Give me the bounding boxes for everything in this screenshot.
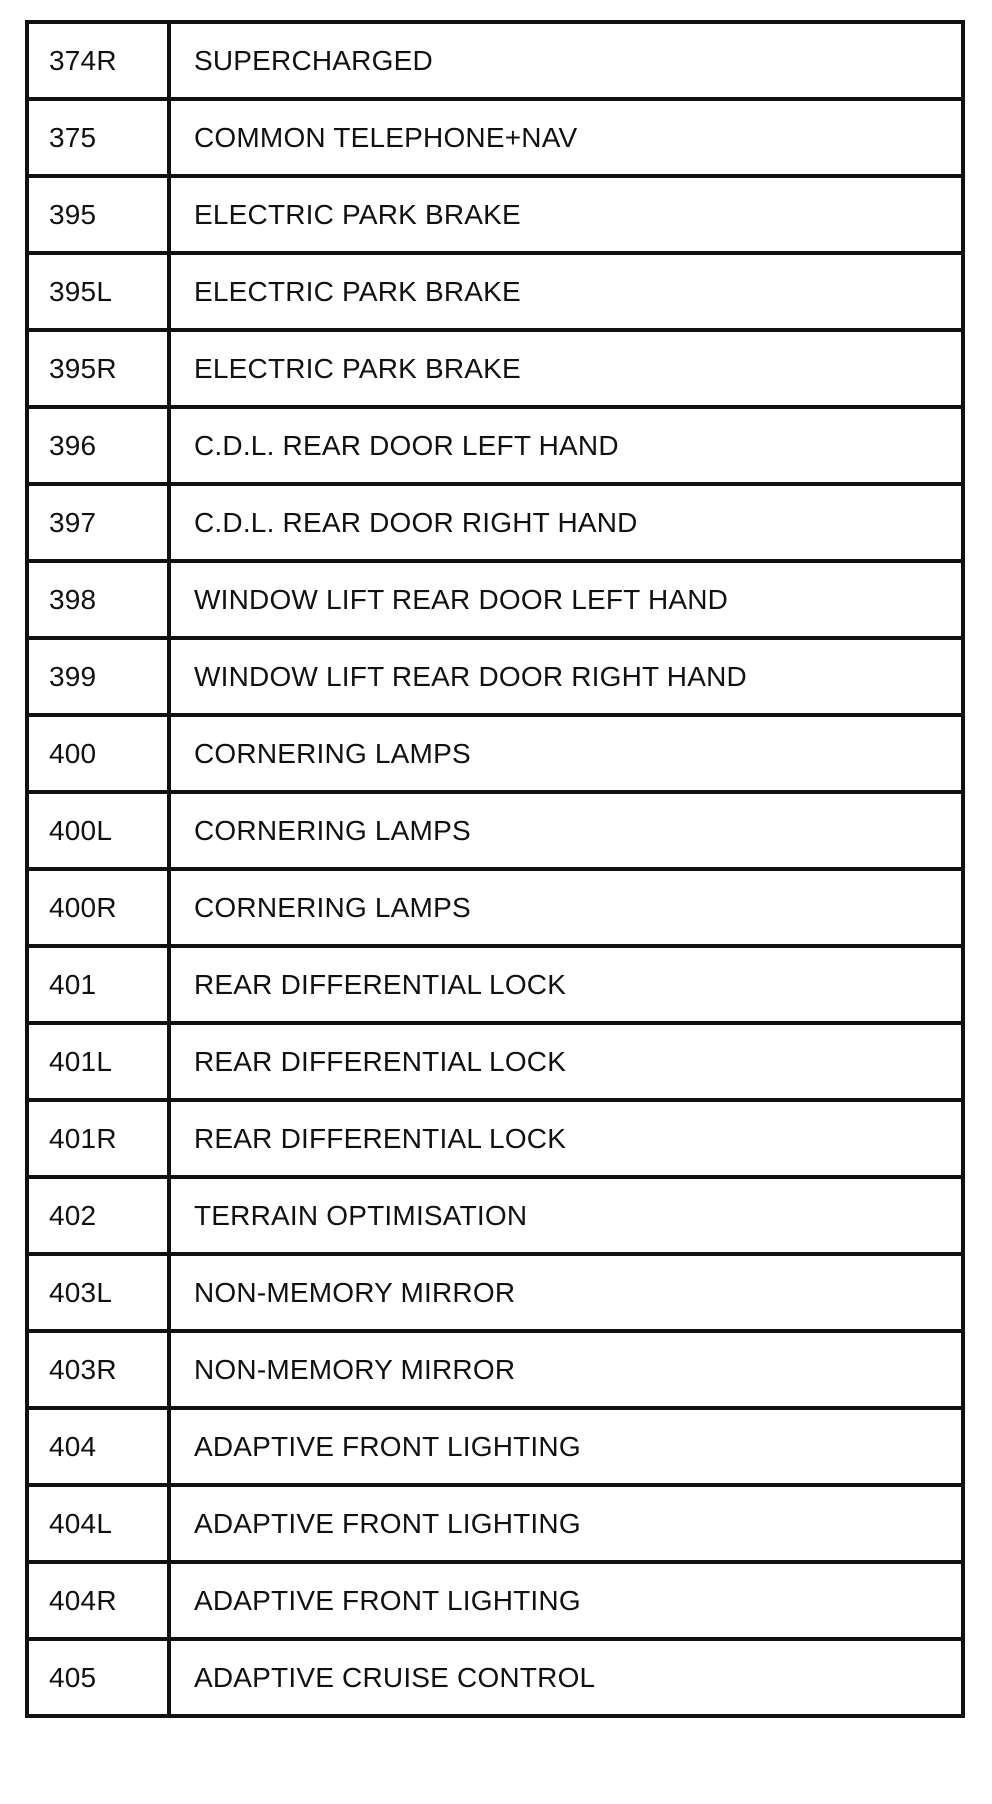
option-code-cell: 397 [27,484,169,561]
option-description-cell: COMMON TELEPHONE+NAV [169,99,963,176]
option-description-cell: REAR DIFFERENTIAL LOCK [169,1023,963,1100]
option-description-cell: ADAPTIVE CRUISE CONTROL [169,1639,963,1716]
option-description-cell: ADAPTIVE FRONT LIGHTING [169,1562,963,1639]
option-description-cell: NON-MEMORY MIRROR [169,1331,963,1408]
option-description-cell: TERRAIN OPTIMISATION [169,1177,963,1254]
option-description-cell: ELECTRIC PARK BRAKE [169,253,963,330]
option-code-cell: 404 [27,1408,169,1485]
table-row [27,484,963,561]
option-description-cell: C.D.L. REAR DOOR RIGHT HAND [169,484,963,561]
option-description-cell: ELECTRIC PARK BRAKE [169,176,963,253]
option-description-cell: ADAPTIVE FRONT LIGHTING [169,1408,963,1485]
table-row [27,561,963,638]
option-code-cell: 375 [27,99,169,176]
option-description-cell: REAR DIFFERENTIAL LOCK [169,946,963,1023]
table-row [27,1485,963,1562]
option-description-cell: CORNERING LAMPS [169,869,963,946]
option-code-table [25,20,965,1718]
table-row [27,1408,963,1485]
option-code-cell: 404R [27,1562,169,1639]
table-row [27,1331,963,1408]
option-description-cell: WINDOW LIFT REAR DOOR RIGHT HAND [169,638,963,715]
table-row [27,22,963,99]
table-row [27,99,963,176]
option-code-cell: 398 [27,561,169,638]
table-row [27,1639,963,1716]
option-code-cell: 404L [27,1485,169,1562]
option-code-cell: 395 [27,176,169,253]
option-code-cell: 403R [27,1331,169,1408]
option-code-cell: 401 [27,946,169,1023]
option-description-cell: CORNERING LAMPS [169,792,963,869]
table-row [27,1023,963,1100]
table-row [27,638,963,715]
table-row [27,1254,963,1331]
option-code-cell: 395L [27,253,169,330]
table-row [27,253,963,330]
option-description-cell: WINDOW LIFT REAR DOOR LEFT HAND [169,561,963,638]
option-code-cell: 401R [27,1100,169,1177]
option-code-cell: 396 [27,407,169,484]
table-row [27,1177,963,1254]
option-code-cell: 400 [27,715,169,792]
option-code-cell: 402 [27,1177,169,1254]
option-description-cell: SUPERCHARGED [169,22,963,99]
option-code-cell: 400R [27,869,169,946]
option-description-cell: C.D.L. REAR DOOR LEFT HAND [169,407,963,484]
option-code-cell: 374R [27,22,169,99]
option-code-table-container [25,20,965,1718]
option-code-cell: 405 [27,1639,169,1716]
option-description-cell: NON-MEMORY MIRROR [169,1254,963,1331]
table-row [27,176,963,253]
option-description-cell: ADAPTIVE FRONT LIGHTING [169,1485,963,1562]
table-row [27,1562,963,1639]
table-row [27,792,963,869]
table-row [27,407,963,484]
table-row [27,1100,963,1177]
option-description-cell: CORNERING LAMPS [169,715,963,792]
table-row [27,869,963,946]
option-code-cell: 399 [27,638,169,715]
option-code-cell: 395R [27,330,169,407]
option-description-cell: ELECTRIC PARK BRAKE [169,330,963,407]
option-code-cell: 400L [27,792,169,869]
table-row [27,946,963,1023]
table-row [27,715,963,792]
option-description-cell: REAR DIFFERENTIAL LOCK [169,1100,963,1177]
option-code-cell: 401L [27,1023,169,1100]
table-row [27,330,963,407]
option-code-cell: 403L [27,1254,169,1331]
